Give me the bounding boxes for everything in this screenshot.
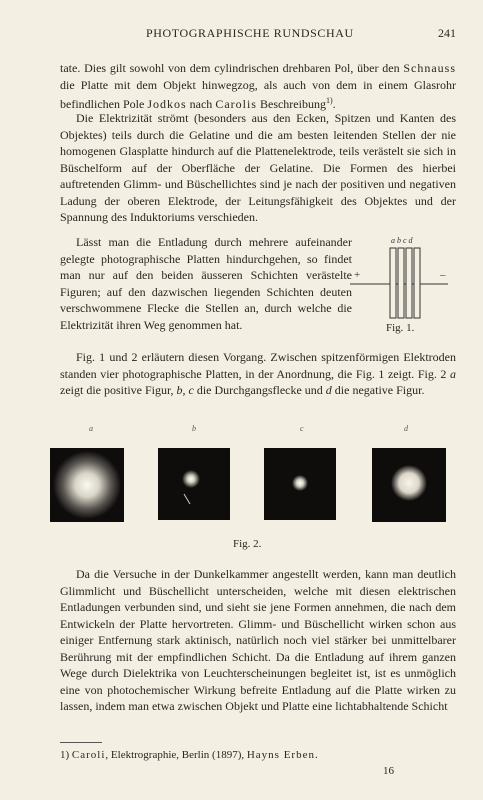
paragraph-2: Die Elektrizität strömt (besonders aus den Ecken, Spitzen und Kanten des Objektes) teils durch die Gelatine und die am besten leitenden Stellen der nie homogenen Glasplatte hindurch auf die Plattenelektrode, teils verästelt sie sich in Büschelform auf der Oberfläche der Gelatine. Die Formen des hierbei auftretenden Glimm- und Büschellichtes sind je nach der positiven und negativen Ladung der oberen Elektrode, der Leitungsfähigkeit des Objektes und der Spannung des Induktoriums verschieden. — [60, 111, 456, 224]
footnote-ref[interactable]: 1) — [325, 96, 333, 105]
ref-c: c — [188, 383, 194, 397]
negative-glow-image — [372, 448, 446, 522]
panel-c-label: c — [300, 424, 304, 433]
footnote-marker: 1) — [60, 749, 72, 761]
p4-text-5: die negative Figur. — [331, 383, 425, 397]
panel-a-positive-figure — [50, 448, 124, 522]
p4-text-2: zeigt die positive Figur, — [60, 383, 177, 397]
page-number: 241 — [438, 26, 456, 40]
plate-c — [406, 248, 412, 318]
footnote-author: Caroli — [71, 749, 106, 761]
ref-b: b — [176, 383, 183, 397]
signature-mark: 16 — [383, 765, 394, 777]
p1-text-1: tate. Dies gilt sowohl von dem cylindrischen drehbaren Pol, über den — [60, 61, 404, 75]
p1-text-4: Beschreibung — [256, 97, 326, 111]
paragraph-4 — [60, 349, 456, 399]
figure-1-caption: Fig. 1. — [386, 322, 415, 334]
transit-spot-image-b — [158, 448, 230, 520]
transit-spot-image-c — [264, 448, 336, 520]
running-title: PHOTOGRAPHISCHE RUNDSCHAU — [146, 26, 354, 40]
p4-text-4: die Durchgangsflecke und — [193, 383, 326, 397]
name-schnauss: Schnauss — [403, 61, 456, 75]
figure-2-caption: Fig. 2. — [233, 538, 262, 550]
plate-d — [414, 248, 420, 318]
p1-text-2: die Platte mit dem Objekt hinwegzog, als auch von dem in einem Glasrohr befindlichen Pole — [60, 77, 456, 111]
p1-text-5: . — [332, 97, 336, 111]
footnote-title: , Elektrographie, Berlin (1897), — [105, 749, 247, 761]
plus-sign: + — [354, 269, 361, 281]
p4-text-1: Fig. 1 und 2 erläutern diesen Vorgang. Zwischen spitzenförmigen Elektroden standen vier photographische Platten, in der Anordnung, die Fig. 1 zeigt. Fig. 2 — [60, 350, 456, 381]
footnote-end: . — [314, 749, 318, 761]
name-jodkos: Jodkos — [147, 97, 187, 111]
panel-d-label: d — [404, 424, 408, 433]
paragraph-3: Lässt man die Entladung durch mehrere aufeinander gelegte photographische Platten hindurchgehen, so findet man nur auf den beiden äusseren Schichten verästelte Figuren; auf den dazwischen liegenden Schichten deuten verschwommene Flecke die Stellen an, durch welche die Elektrizität ihren Weg genommen hat. — [60, 235, 352, 332]
plate-labels: a b c d — [391, 236, 413, 245]
ref-d: d — [325, 383, 332, 397]
panel-d-negative-figure — [372, 448, 446, 522]
name-carolis: Carolis — [215, 97, 257, 111]
positive-glow-image — [50, 448, 124, 522]
paragraph-1 — [60, 60, 456, 113]
ref-a: a — [450, 366, 456, 381]
panel-b-transit-spot — [158, 448, 230, 520]
panel-b-label: b — [192, 424, 196, 433]
plate-a — [390, 248, 396, 318]
paragraph-5: Da die Versuche in der Dunkelkammer angestellt werden, kann man deutlich Glimmlicht und Büschellicht unterscheiden, welche mit diesen elektrischen Entladungen verbunden sind, und sieht sie jene Formen annehmen, die nach dem Entwickeln der Platte hervortreten. Glimm- und Büschellicht wirken schon aus einiger Entfernung stark aktinisch, natürlich noch viel stärker bei unmittelbarer Berührung mit der empfindlichen Schicht. Da die Entladung auf ihrem ganzen Wege durch Dielektrika von Leuchterscheinungen begleitet ist, ist es unmöglich eine von photochemischer Wirkung befreite Entladung auf die Platte wirken zu lassen, indem man etwa zwischen Objekt und Platte eine lichtabhaltende Schicht — [60, 567, 456, 713]
minus-sign: – — [440, 269, 446, 281]
footnote-publisher: Hayns Erben — [246, 749, 315, 761]
running-head — [60, 26, 456, 42]
footnote — [60, 749, 456, 761]
p4-text-3: , — [182, 383, 189, 397]
panel-a-label: a — [89, 424, 93, 433]
p1-text-3: nach — [186, 97, 216, 111]
plate-b — [398, 248, 404, 318]
footnote-divider — [60, 742, 102, 743]
panel-c-transit-spot — [264, 448, 336, 520]
figure-2 — [48, 424, 456, 549]
